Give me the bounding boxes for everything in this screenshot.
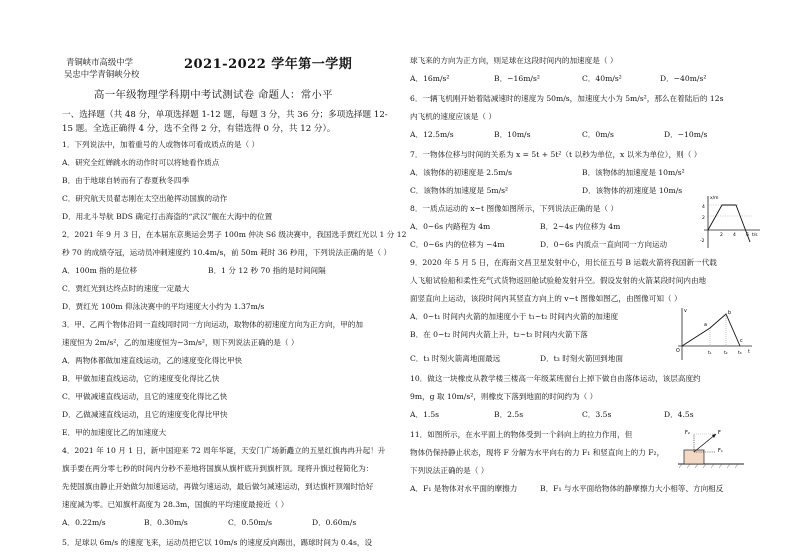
q3-option-e: E．甲的加速度比乙的加速度大 [62,428,167,437]
q11-option-b: B．F₁ 与水平面给物体的静摩擦力大小相等、方向相反 [540,484,724,493]
q8-option-b: B．2~4s 内位移为 4m [540,222,621,231]
q9-option-a: A．0~t₁ 时间内火箭的加速度小于 t₁~t₂ 时间内火箭的加速度 [410,312,619,321]
q11-label-f1: F₁ [718,448,723,454]
q10-option-c: C．3.5s [582,410,612,419]
q9-y-axis-label: v [684,309,687,314]
q2-option-d: D．贾红光 100m 仰泳决赛中的平均速度大小约为 1.37m/s [62,302,265,311]
school-name-line1: 青铜峡市高级中学 [66,57,133,67]
q5-option-d: D．−40m/s² [660,74,707,83]
q6-option-c: C．0m/s [582,130,614,139]
q10-line1: 10．做这一块橡皮从教学楼三楼高一年级某班窗台上掉下做自由落体运动，该层高度约 [410,374,701,383]
q11-line1: 11．如图所示，在水平面上的物体受到一个斜向上的拉力作用，但 [410,430,633,439]
q2-line1: 2．2021 年 9 月 3 日，在本届东京奥运会男子 100m 仲决 S6 级决赛中，我国选手贾红光以 1 分 12 [62,230,407,239]
q6-option-a: A．12.5m/s [410,130,454,139]
q9-point-c: c [740,339,743,344]
q8-option-a: A．0~6s 内路程为 4m [410,222,491,231]
q6-option-d: D．−10m/s [664,130,708,139]
term-title: 2021-2022 学年第一学期 [184,57,353,72]
q2-line2: 秒 70 的成绩夺冠，运动员冲刺速度约 10.4m/s，前 50m 耗时 36 秒用，下列说法正确的是（ ） [62,248,392,257]
exam-subtitle: 高一年级物理学科期中考试测试卷 命题人：常小平 [94,89,333,101]
q2-option-b: B．1 分 12 秒 70 指的是时间间隔 [208,266,326,275]
q7-option-b: B．该物体的加速度是 10m/s² [582,168,685,177]
q8-xt-line [708,205,750,242]
q9-option-d: D．t₃ 时刻火箭回到地面 [540,354,623,363]
q5-line2: 球飞来的方向为正方向，则足球在这段时间内的加速度是（ ） [410,56,618,65]
q9-tick-t3: t₃ [738,351,742,356]
q9-point-a: a [704,323,707,328]
q5-line1: 5．足球以 6m/s 的速度飞来，运动员把它以 10m/s 的速度反向踢出，踢球时间为 0.4s，设 [62,538,373,547]
q9-vt-graph [674,306,754,362]
q8-option-d: D．0~6s 内质点一直向同一方向运动 [540,240,668,249]
q6-option-b: B．10m/s [494,130,531,139]
q1-option-c: C．研究航天员翟志刚在太空出舱挥动国旗的动作 [62,194,228,203]
q4-option-b: B．0.30m/s [144,518,188,527]
q3-line2: 速度恒为 2m/s²，乙的加速度恒为−3m/s²，则下列说法正确的是（ ） [62,338,299,347]
q3-option-d: D．乙做减速直线运动，且它的速度变化得比甲快 [62,410,228,419]
q1-stem: 1．下列说法中，加着重号的人或物体可看成质点的是（ ） [62,140,260,149]
q11-label-f: F [718,430,721,436]
q11-ground-hatch [679,464,738,468]
q9-vt-line [682,314,740,346]
q5-option-c: C．40m/s² [582,74,622,83]
q3-option-a: A．两物体都做加速直线运动，乙的速度变化得比甲快 [62,356,243,365]
q9-option-c: C．t₃ 时刻火箭离地面最远 [410,354,501,363]
q3-option-b: B．甲做加速直线运动，它的速度变化得比乙快 [62,374,220,383]
q8-x-tick-2: 2 [720,233,723,238]
q9-x-axis-label: t [748,350,750,355]
q2-option-a: A．100m 指的是位移 [62,266,138,275]
q7-option-a: A．该物体的初速度是 2.5m/s [410,168,512,177]
q10-line2: 9m，g 取 10m/s²，则橡皮下落到地面的时间约为（ ） [410,392,598,401]
q9-option-b: B．在 0~t₂ 时间内火箭上升，t₂~t₃ 时间内火箭下落 [410,330,588,339]
q11-label-f2: F₂ [685,430,690,436]
q11-force-f [694,434,716,452]
q1-option-d: D．用北斗导航 BDS 确定打击海盗的“武汉”舰在大海中的位置 [62,212,273,221]
q3-line1: 3．甲、乙两个物体沿同一直线同时同一方向运动，取物体的初速度方向为正方向，甲的加 [62,320,363,329]
q8-y-tick-2: 2 [702,216,705,221]
q5-option-a: A．16m/s² [410,74,450,83]
q7-stem: 7．一物体位移与时间的关系为 x = 5t + 5t²（t 以秒为单位，x 以米为单位），则（ ） [410,150,702,159]
q8-y-tick-4: 4 [702,205,705,210]
q8-stem: 8．一质点运动的 x−t 图像如图所示，下列说法正确的是（ ） [410,204,619,213]
q9-origin-label: O [676,349,680,354]
q3-option-c: C．甲做减速直线运动，且它的速度变化得比乙快 [62,392,228,401]
q1-option-a: A．研究全红婵跳水的动作时可以将她看作质点 [62,158,220,167]
q8-x-tick-6: 6 [746,233,749,238]
q9-point-b: b [728,311,732,316]
q9-tick-t2: t₂ [724,351,728,356]
q9-line1: 9．2020 年 5 月 5 日，在海南文昌卫星发射中心，用长征五号 B 运载火箭将我国新一代载 [410,258,717,267]
q9-tick-t1: t₁ [708,351,712,356]
q6-line2: 内飞机的速度应该是（ ） [410,112,496,121]
q7-option-c: C．该物体的加速度是 5m/s² [410,186,509,195]
q4-line1: 4．2021 年 10 月 1 日，新中国迎来 72 周年华诞，天安门广场新矗立的五星红旗冉冉升起！升 [62,446,386,455]
q6-line1: 6．一辆飞机刚开始着陆减速时的速度为 50m/s，加速度大小为 5m/s²，那么在着陆后的 12s [410,94,724,103]
q9-line2: 人飞船试验船和柔性充气式货物返回舱试验舱发射升空。假设发射的火箭某段时间内由地 [410,276,707,285]
q10-option-a: A．1.5s [410,410,440,419]
q4-line3: 先使国旗由静止开始做匀加速运动，再做匀速运动，最后做匀减速运动，到达旗杆顶端时恰好 [62,482,374,491]
q9-line3: 面竖直向上运动，该段时间内其竖直方向上的 v−t 图像如图乙，由图像可知（ ） [410,294,682,303]
q4-option-c: C．0.50m/s [228,518,272,527]
q11-force-diagram [676,422,746,472]
q1-option-b: B．由于地球自转而有了春夏秋冬四季 [62,176,190,185]
q11-line3: 下列说法正确的是（ ） [410,466,489,475]
q4-option-a: A．0.22m/s [62,518,106,527]
q8-y-axis-label: x/m [710,196,719,201]
q4-line2: 旗手要在两分零七秒的时间内分秒不差地将国旗从旗杆底升到旗杆顶。现将升旗过程简化为： [62,464,374,473]
q11-option-a: A．F₁ 是物体对水平面的摩擦力 [410,484,518,493]
q8-xt-graph [700,192,762,254]
q5-option-b: B．−16m/s² [494,74,540,83]
q10-option-b: B．2.5s [494,410,524,419]
section-heading: 一、选择题（共 48 分，单项选择题 1-12 题，每题 3 分，共 36 分；多项选择题 12-15 题。全选正确得 4 分，选不全得 2 分，有错选得 0 分，共 12 分）。 [62,110,388,134]
q8-x-axis-label: t/s [752,233,758,238]
q7-option-d: D．该物体的初速度是 10m/s [582,186,683,195]
q4-line4: 速度减为零。已知旗杆高度为 28.3m，国旗的平均速度最接近（ ） [62,500,289,509]
q10-option-d: D．4.5s [664,410,694,419]
q2-option-c: C．贾红光到达终点时的速度一定最大 [62,284,190,293]
q11-line2: 物体仍保持静止状态，现将 F 分解为水平向右的力 F₁ 和竖直向上的力 F₂， [410,448,665,457]
q8-x-tick-4: 4 [733,233,736,238]
q11-force-f-arrowhead [712,434,716,438]
school-name-line2: 吴忠中学青铜峡分校 [64,69,140,79]
q8-y-tick-neg2: -2 [700,239,705,244]
q4-option-d: D．0.60m/s [312,518,357,527]
q8-option-c: C．0~6s 内的位移为 −4m [410,240,505,249]
